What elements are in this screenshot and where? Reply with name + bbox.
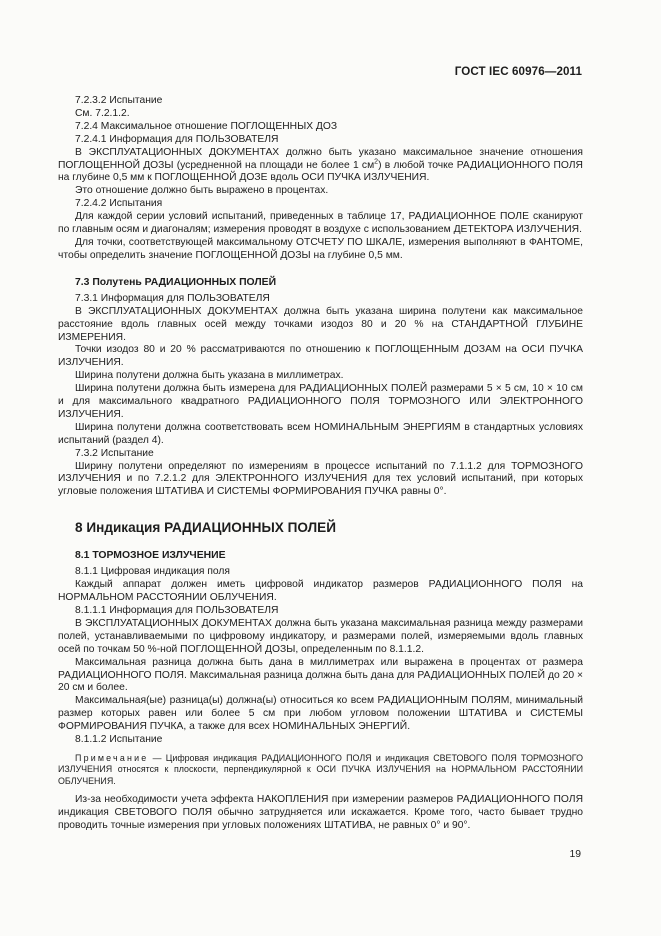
paragraph: Для каждой серии условий испытаний, приведенных в таблице 17, РАДИАЦИОННОЕ ПОЛЕ сканируют по главным осям и диагоналям; измерения проводят в воздухе с использованием ДЕТЕКТОРА ИЗЛУЧЕНИЯ. <box>58 211 583 236</box>
paragraph: Максимальная(ые) разница(ы) должна(ы) относиться ко всем РАДИАЦИОННЫМ ПОЛЯМ, минимальный размер которых равен или более 5 см при любом угловом положении ШТАТИВА и СИСТЕМЫ ФОРМИРОВАНИЯ ПУЧКА, а также для всех НОМИНАЛЬНЫХ ЭНЕРГИЙ. <box>58 695 583 733</box>
paragraph: Это отношение должно быть выражено в процентах. <box>75 185 329 197</box>
note-paragraph <box>58 753 583 787</box>
paragraph: В ЭКСПЛУАТАЦИОННЫХ ДОКУМЕНТАХ должна быть указана максимальная разница между размерами полей, устанавливаемыми по цифровому индикатору, и размерами полей, измеряемыми вдоль главных осей по точкам 50 %-ной ПОГЛОЩЕННОЙ ДОЗЫ, определенным по 8.1.1.2. <box>58 617 583 655</box>
paragraph: Ширина полутени должна соответствовать всем НОМИНАЛЬНЫМ ЭНЕРГИЯМ в стандартных условиях испытаний (раздел 4). <box>58 421 583 446</box>
text-run: ) в любой точке РАДИАЦИОННОГО ПОЛЯ на глубине 0,5 мм к ПОГЛОЩЕННОЙ ДОЗЕ вдоль ОСИ ПУЧКА ИЗЛУЧЕНИЯ. <box>58 159 583 184</box>
paragraph: Точки изодоз 80 и 20 % рассматриваются по отношению к ПОГЛОЩЕННЫМ ДОЗАМ на ОСИ ПУЧКА ИЗЛУЧЕНИЯ. <box>58 344 583 369</box>
text-run: В ЭКСПЛУАТАЦИОННЫХ ДОКУМЕНТАХ должно быть указано максимальное значение отношения ПОГЛОЩЕННОЙ ДОЗЫ (усредненной на площади не более 1 см <box>58 146 583 171</box>
section-8-heading: 8 Индикация РАДИАЦИОННЫХ ПОЛЕЙ <box>75 520 336 536</box>
superscript: 2 <box>374 158 379 166</box>
page-body <box>58 95 583 833</box>
clause-7-2-3-2: 7.2.3.2 Испытание <box>75 95 163 106</box>
page-number: 19 <box>569 849 581 860</box>
note-text: — Цифровая индикация РАДИАЦИОННОГО ПОЛЯ и индикация СВЕТОВОГО ПОЛЯ ТОРМОЗНОГО ИЗЛУЧЕНИЯ относятся к плоскости, перпендикулярной к ОСИ ПУЧКА ИЗЛУЧЕНИЯ на НОРМАЛЬНОМ РАССТОЯНИИ ОБЛУЧЕНИЯ. <box>58 752 583 786</box>
clause-8-1-1-1: 8.1.1.1 Информация для ПОЛЬЗОВАТЕЛЯ <box>75 605 279 616</box>
paragraph: Ширину полутени определяют по измерениям в процессе испытаний по 7.1.1.2 для ТОРМОЗНОГО ИЗЛУЧЕНИЯ и по 7.2.1.2 для ЭЛЕКТРОННОГО ИЗЛУЧЕНИЯ для тех условий испытаний, при которых угловые положения ШТАТИВА И СИСТЕМЫ ФОРМИРОВАНИЯ ПУЧКА равны 0°. <box>58 460 583 498</box>
paragraph: В ЭКСПЛУАТАЦИОННЫХ ДОКУМЕНТАХ должна быть указана ширина полутени как максимальное расстояние вдоль главных осей между точками изодоз 80 и 20 % на СТАНДАРТНОЙ ГЛУБИНЕ ИЗМЕРЕНИЯ. <box>58 305 583 343</box>
section-7-3-heading: 7.3 Полутень РАДИАЦИОННЫХ ПОЛЕЙ <box>75 276 277 288</box>
section-8-1-heading: 8.1 ТОРМОЗНОЕ ИЗЛУЧЕНИЕ <box>75 550 226 562</box>
clause-7-2-4-1: 7.2.4.1 Информация для ПОЛЬЗОВАТЕЛЯ <box>75 133 279 145</box>
standard-header: ГОСТ IEC 60976—2011 <box>454 65 582 78</box>
clause-7-3-1: 7.3.1 Информация для ПОЛЬЗОВАТЕЛЯ <box>75 292 270 304</box>
paragraph: Каждый аппарат должен иметь цифровой индикатор размеров РАДИАЦИОННОГО ПОЛЯ на НОРМАЛЬНОМ РАССТОЯНИИ ОБЛУЧЕНИЯ. <box>58 579 583 604</box>
clause-7-2-4-2: 7.2.4.2 Испытания <box>75 198 163 210</box>
clause-7-3-2: 7.3.2 Испытание <box>75 447 154 459</box>
paragraph: Ширина полутени должна быть измерена для РАДИАЦИОННЫХ ПОЛЕЙ размерами 5 × 5 см, 10 × 10 см и для максимального квадратного РАДИАЦИОННОГО ПОЛЯ ТОРМОЗНОГО ИЛИ ЭЛЕКТРОННОГО ИЗЛУЧЕНИЯ. <box>58 383 583 420</box>
paragraph: Для точки, соответствующей максимальному ОТСЧЕТУ ПО ШКАЛЕ, измерения выполняют в ФАНТОМЕ, чтобы определить значение ПОГЛОЩЕННОЙ ДОЗЫ на глубине 0,5 мм. <box>58 236 583 261</box>
paragraph <box>58 147 583 186</box>
note <box>58 753 583 787</box>
clause-7-2-4: 7.2.4 Максимальное отношение ПОГЛОЩЕННЫХ ДОЗ <box>75 120 338 132</box>
clause-8-1-1-2: 8.1.1.2 Испытание <box>75 734 163 746</box>
paragraph: Из-за необходимости учета эффекта НАКОПЛЕНИЯ при измерении размеров РАДИАЦИОННОГО ПОЛЯ индикация СВЕТОВОГО ПОЛЯ обычно затрудняется или искажается. Кроме того, часто бывает трудно проводить точные измерения при угловых положениях ШТАТИВА, не равных 0° и 90°. <box>58 794 583 831</box>
paragraph: См. 7.2.1.2. <box>75 107 130 119</box>
paragraph: Ширина полутени должна быть указана в миллиметрах. <box>75 370 344 382</box>
clause-8-1-1: 8.1.1 Цифровая индикация поля <box>75 566 230 578</box>
paragraph: Максимальная разница должна быть дана в миллиметрах или выражена в процентах от размера РАДИАЦИОННОГО ПОЛЯ. Максимальная разница должна быть дана для РАДИАЦИОННЫХ ПОЛЕЙ до 20 × 20 см и более. <box>58 656 583 694</box>
note-label: Примечание <box>75 752 149 763</box>
